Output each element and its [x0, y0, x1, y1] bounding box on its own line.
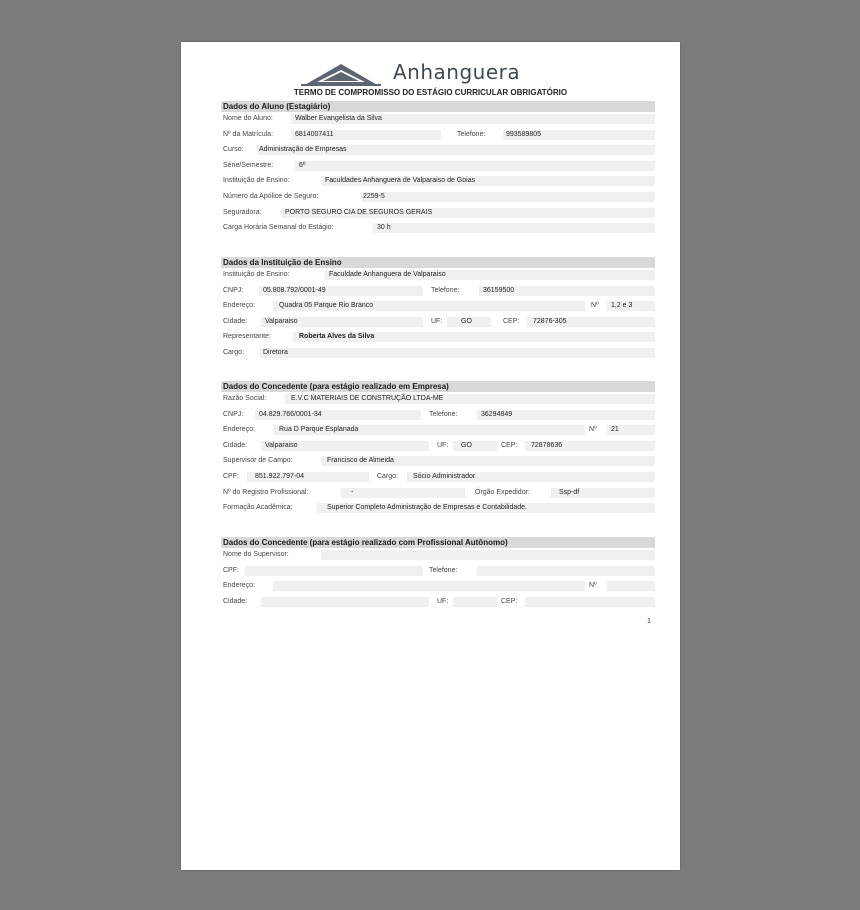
section-concedente-autonomo	[221, 537, 655, 610]
field-representante: Roberta Alves da Silva	[299, 333, 375, 341]
row-empresa-endereco: Endereço: Rua D Parque Esplanada Nº 21	[221, 423, 655, 439]
field-carga: 30 h	[377, 224, 391, 232]
field-serie: 6º	[299, 161, 306, 169]
field-instituicao-telefone: 36159500	[483, 286, 515, 294]
row-representante: Representante: Roberta Alves da Silva	[221, 330, 655, 346]
page-number: 1	[647, 618, 651, 625]
row-instituicao-nome: Instituição de Ensino: Faculdade Anhanguera de Valparaiso	[221, 268, 655, 284]
row-razao-social: Razão Social: E.V.C MATERIAIS DE CONSTRUÇÃO LTDA-ME	[221, 392, 655, 408]
section-heading: Dados do Aluno (Estagiário)	[221, 101, 655, 112]
document-title: TERMO DE COMPROMISSO DO ESTÁGIO CURRICULAR OBRIGATÓRIO	[293, 88, 568, 97]
field-telefone-aluno: 993589805	[506, 130, 542, 138]
field-formacao: Superior Completo Administração de Empresas e Contabilidade.	[327, 504, 527, 512]
field-empresa-telefone: 36294849	[481, 410, 513, 418]
field-empresa-uf: GO	[461, 441, 472, 449]
field-nome-aluno: Walber Evangelista da Silva	[295, 115, 382, 122]
field-empresa-cep: 72878636	[531, 441, 563, 449]
row-registro-profissional: Nº do Registro Profissional: - Órgão Expedidor: Ssp-df	[221, 486, 655, 502]
field-empresa-endereco: Rua D Parque Esplanada	[279, 426, 359, 434]
logo-text: Anhanguera	[393, 60, 521, 84]
field-empresa-cnpj: 04.829.766/0001-34	[259, 410, 322, 418]
row-instituicao-cargo: Cargo: Diretora	[221, 346, 655, 362]
row-instituicao-endereco: Endereço: Quadra 05 Parque Rio Branco Nº 1,2 e 3	[221, 299, 655, 315]
field-empresa-cargo: Sócio Administrador	[413, 472, 476, 480]
field-instituicao-cep: 72876-305	[533, 317, 567, 325]
row-empresa-cpf: CPF: 851.922.797-04 Cargo: Sócio Administrador	[221, 470, 655, 486]
row-serie: Série/Semestre: 6º	[221, 159, 655, 175]
document-page	[181, 42, 680, 870]
section-instituicao	[221, 257, 655, 362]
field-curso: Administração de Empresas	[259, 146, 347, 154]
row-autonomo-cidade: Cidade: UF: CEP:	[221, 595, 655, 611]
section-aluno	[221, 101, 655, 237]
field-instituicao-numero: 1,2 e 3	[611, 302, 633, 310]
section-heading: Dados do Concedente (para estágio realizado com Profissional Autônomo)	[221, 537, 655, 548]
field-instituicao-endereco: Quadra 05 Parque Rio Branco	[279, 302, 374, 310]
field-apolice: 2259-5	[363, 192, 385, 200]
logo-mountain-icon	[301, 60, 381, 88]
row-seguradora: Seguradora: PORTO SEGURO CIA DE SEGUROS GERAIS	[221, 206, 655, 222]
section-concedente-empresa	[221, 381, 655, 517]
row-apolice: Número da Apólice de Seguro: 2259-5	[221, 190, 655, 206]
field-instituicao-aluno: Faculdades Anhanguera de Valparaiso de Goias	[325, 177, 476, 185]
row-nome-aluno: Nome do Aluno: Walber Evangelista da Silva	[221, 112, 655, 128]
field-instituicao-nome: Faculdade Anhanguera de Valparaiso	[329, 271, 446, 278]
field-supervisor-campo: Francisco de Almeida	[327, 457, 394, 465]
row-formacao: Formação Acadêmica: Superior Completo Administração de Empresas e Contabilidade.	[221, 501, 655, 517]
field-empresa-numero: 21	[611, 426, 619, 434]
field-instituicao-uf: GO	[461, 317, 472, 325]
row-instituicao-aluno: Instituição de Ensino: Faculdades Anhanguera de Valparaiso de Goias	[221, 174, 655, 190]
row-carga: Carga Horária Semanal do Estágio: 30 h	[221, 221, 655, 237]
row-instituicao-cnpj: CNPJ: 05.808.792/0001-49 Telefone: 36159500	[221, 284, 655, 300]
field-empresa-cpf: 851.922.797-04	[255, 472, 305, 480]
row-autonomo-cpf: CPF: Telefone:	[221, 564, 655, 580]
section-heading: Dados do Concedente (para estágio realizado em Empresa)	[221, 381, 655, 392]
field-seguradora: PORTO SEGURO CIA DE SEGUROS GERAIS	[285, 208, 433, 216]
field-matricula: 6814007411	[295, 130, 334, 138]
field-instituicao-cidade: Valparaiso	[265, 317, 298, 325]
row-autonomo-endereco: Endereço: Nº	[221, 579, 655, 595]
row-empresa-cnpj: CNPJ: 04.829.766/0001-34 Telefone: 36294849	[221, 408, 655, 424]
row-curso: Curso: Administração de Empresas	[221, 143, 655, 159]
anhanguera-logo	[301, 60, 571, 88]
row-matricula: Nº da Matrícula: 6814007411 Telefone: 993589805	[221, 128, 655, 144]
row-instituicao-cidade: Cidade: Valparaiso UF: GO CEP: 72876-305	[221, 315, 655, 331]
field-razao-social: E.V.C MATERIAIS DE CONSTRUÇÃO LTDA-ME	[291, 395, 444, 402]
field-registro-profissional: -	[351, 488, 354, 496]
row-autonomo-nome: Nome do Supervisor:	[221, 548, 655, 564]
section-heading: Dados da Instituição de Ensino	[221, 257, 655, 268]
row-empresa-cidade: Cidade: Valparaiso UF: GO CEP: 72878636	[221, 439, 655, 455]
field-instituicao-cnpj: 05.808.792/0001-49	[263, 286, 326, 294]
field-empresa-cidade: Valparaiso	[265, 441, 298, 449]
row-supervisor-campo: Supervisor de Campo: Francisco de Almeida	[221, 454, 655, 470]
field-instituicao-cargo: Diretora	[263, 348, 288, 356]
field-orgao-expedidor: Ssp-df	[559, 488, 580, 496]
